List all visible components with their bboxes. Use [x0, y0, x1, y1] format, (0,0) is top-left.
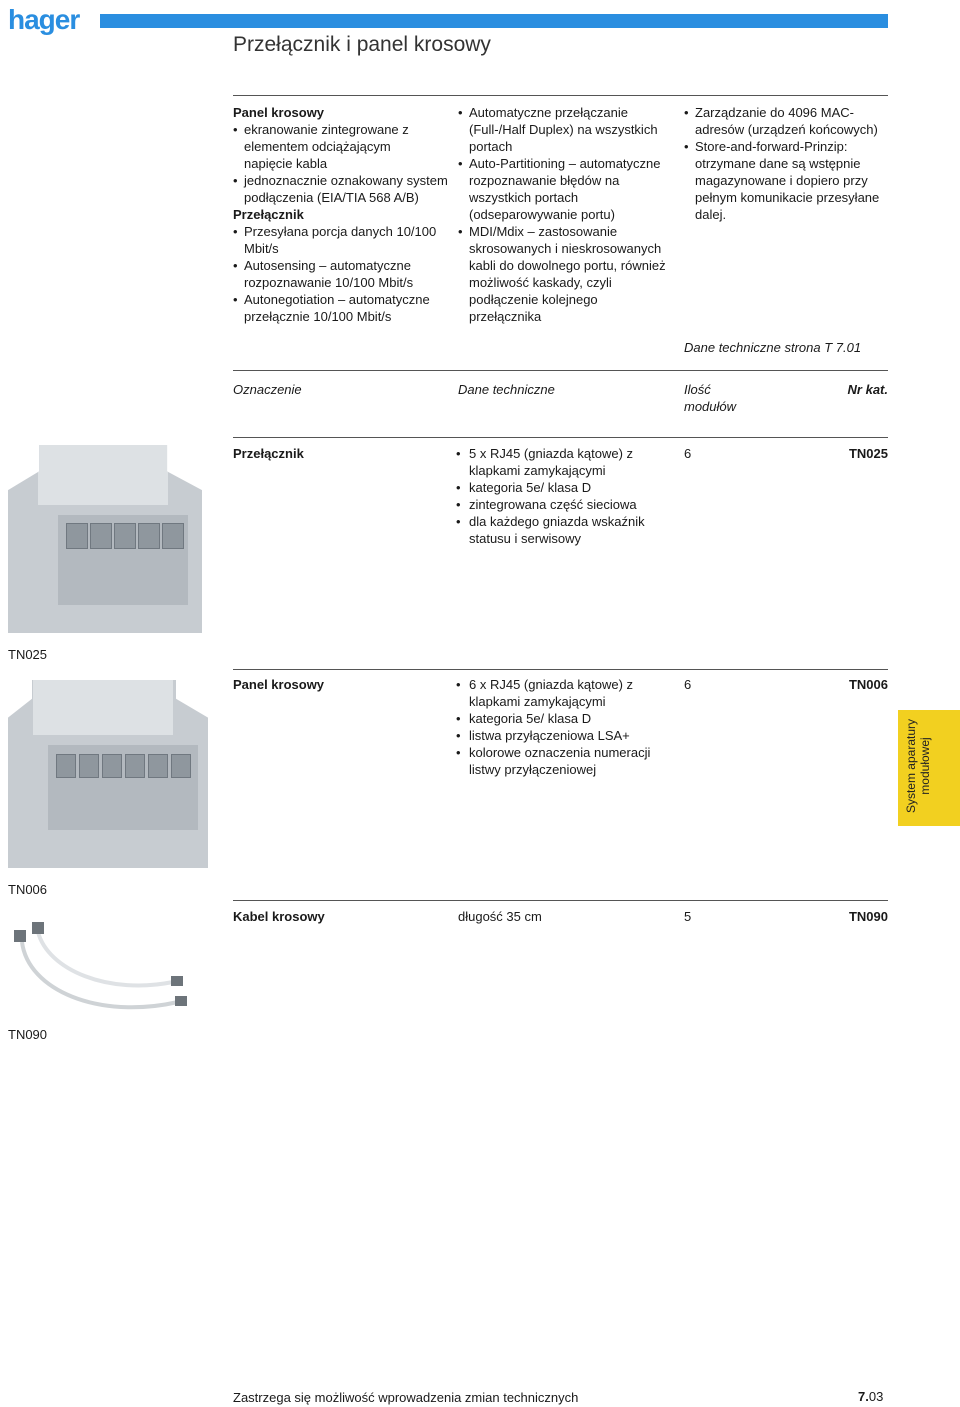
divider: [233, 669, 888, 670]
list-item: • kolorowe oznaczenia numeracji listwy przyłączeniowej: [456, 744, 676, 778]
list-item: • MDI/Mdix – zastosowanie skrosowanych i nieskrosowanych kabli do dowolnego portu, również możliwość kaskady, czyli podłączenie kolejnego przełącznika: [458, 223, 670, 325]
page-number: [858, 1389, 883, 1404]
product-code: TN006: [848, 677, 888, 692]
page-number-page: 03: [868, 1389, 884, 1404]
switch-image: [8, 445, 202, 633]
list-item: • 6 x RJ45 (gniazda kątowe) z klapkami zamykającymi: [456, 676, 676, 710]
section-heading: Panel krosowy: [233, 105, 325, 120]
product-name: Kabel krosowy: [233, 909, 325, 924]
list-item: • ekranowanie zintegrowane z elementem odciążającym: [233, 121, 448, 155]
list-item: • Automatyczne przełączanie (Full-/Half Duplex) na wszystkich portach: [458, 104, 670, 155]
product-data: długość 35 cm: [458, 909, 542, 924]
product-data: [456, 445, 674, 547]
hager-logo: hager: [8, 4, 80, 35]
list-item: napięcie kabla: [244, 156, 328, 171]
patch-panel-image: [8, 680, 208, 868]
patch-cable-image: [8, 920, 198, 1030]
product-code: TN025: [848, 446, 888, 461]
divider: [233, 370, 888, 371]
list-item: • zintegrowana część sieciowa: [456, 496, 674, 513]
page-title: Przełącznik i panel krosowy: [233, 33, 491, 56]
list-item: • Autosensing – automatyczne rozpoznawanie 10/100 Mbit/s: [233, 257, 448, 291]
intro-column-3: [684, 104, 889, 223]
divider: [233, 95, 888, 96]
list-item: • Auto-Partitioning – automatyczne rozpoznawanie błędów na wszystkich portach (odseparowywanie portu): [458, 155, 670, 223]
list-item: • dla każdego gniazda wskaźnik statusu i serwisowy: [456, 513, 674, 547]
divider: [233, 437, 888, 438]
list-item: • listwa przyłączeniowa LSA+: [456, 727, 676, 744]
list-item: • 5 x RJ45 (gniazda kątowe) z klapkami zamykającymi: [456, 445, 674, 479]
intro-column-1: [233, 104, 448, 325]
column-header-catalog: Nr kat.: [847, 382, 888, 397]
divider: [233, 900, 888, 901]
product-name: Przełącznik: [233, 446, 304, 461]
list-item: • kategoria 5e/ klasa D: [456, 710, 676, 727]
product-code: TN090: [848, 909, 888, 924]
technical-data-reference: Dane techniczne strona T 7.01: [684, 340, 862, 355]
header-bar: [100, 14, 888, 28]
image-caption: TN090: [8, 1027, 48, 1042]
list-item: • Store-and-forward-Prinzip: otrzymane dane są wstępnie magazynowane i dopiero przy pełnym komunikacie przesyłane dalej.: [684, 138, 889, 223]
product-name: Panel krosowy: [233, 677, 325, 692]
product-quantity: 6: [684, 677, 692, 692]
page-number-chapter: 7.: [858, 1389, 869, 1404]
intro-column-2: [458, 104, 670, 325]
image-caption: TN025: [8, 647, 48, 662]
list-item: • jednoznacznie oznakowany system podłączenia (EIA/TIA 568 A/B): [233, 172, 448, 206]
section-tab: [898, 710, 960, 826]
section-heading: Przełącznik: [233, 207, 304, 222]
section-tab-label: System aparatury modułowej: [904, 718, 932, 814]
product-data: [456, 676, 676, 778]
list-item: • Zarządzanie do 4096 MAC-adresów (urządzeń końcowych): [684, 104, 889, 138]
footer-note: Zastrzega się możliwość wprowadzenia zmian technicznych: [233, 1390, 579, 1405]
column-header-quantity: Ilość modułów: [684, 382, 737, 414]
list-item: • Autonegotiation – automatyczne przełącznie 10/100 Mbit/s: [233, 291, 448, 325]
product-quantity: 5: [684, 909, 692, 924]
column-header-data: Dane techniczne: [458, 382, 555, 397]
list-item: • kategoria 5e/ klasa D: [456, 479, 674, 496]
column-header-designation: Oznaczenie: [233, 382, 302, 397]
image-caption: TN006: [8, 882, 48, 897]
product-quantity: 6: [684, 446, 692, 461]
list-item: • Przesyłana porcja danych 10/100 Mbit/s: [233, 223, 448, 257]
